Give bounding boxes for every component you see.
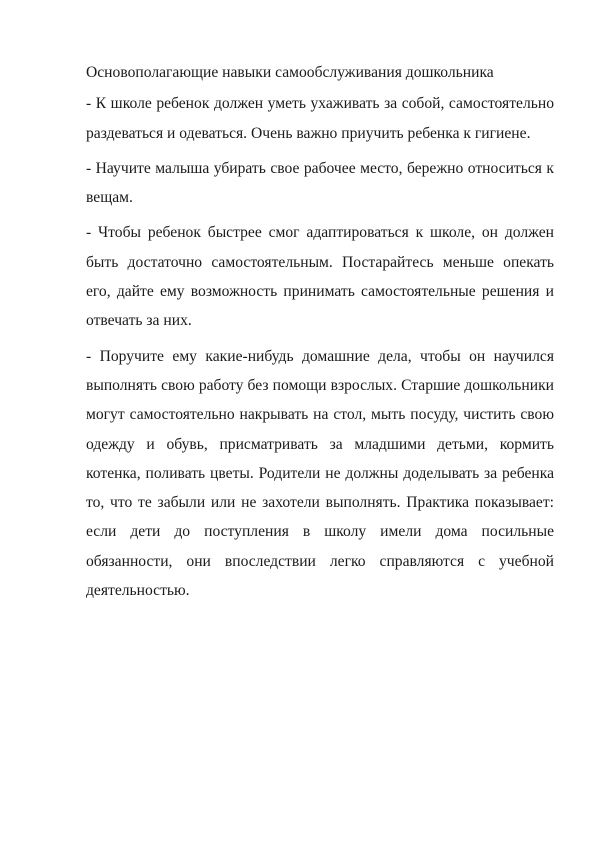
document-title: Основополагающие навыки самообслуживания дошкольника: [86, 64, 494, 81]
document-body: [86, 58, 554, 611]
paragraph-self-care: - К школе ребенок должен уметь ухаживать за собой, самостоятельно раздеваться и одеваться. Очень важно приучить ребенка к гигиене.: [86, 95, 554, 142]
paragraph-household-chores: - Поручите ему какие-нибудь домашние дела, чтобы он научился выполнять свою работу без помощи взрослых. Старшие дошкольники могут самостоятельно накрывать на стол, мыть посуду, чистить свою одежду и обувь, присматривать за младшими детьми, кормить котенка, поливать цветы. Родители не должны доделывать за ребенка то, что те забыли или не захотели выполнять. Практика показывает: если дети до поступления в школу имели дома посильные обязанности, они впоследствии легко справляются с учебной деятельностью.: [86, 347, 554, 600]
paragraph-independence: - Чтобы ребенок быстрее смог адаптироваться к школе, он должен быть достаточно самостоятельным. Постарайтесь меньше опекать его, дайте ему возможность принимать самостоятельные решения и отвечать за них.: [86, 224, 554, 330]
paragraph-workplace: - Научите малыша убирать свое рабочее место, бережно относиться к вещам.: [86, 159, 554, 207]
